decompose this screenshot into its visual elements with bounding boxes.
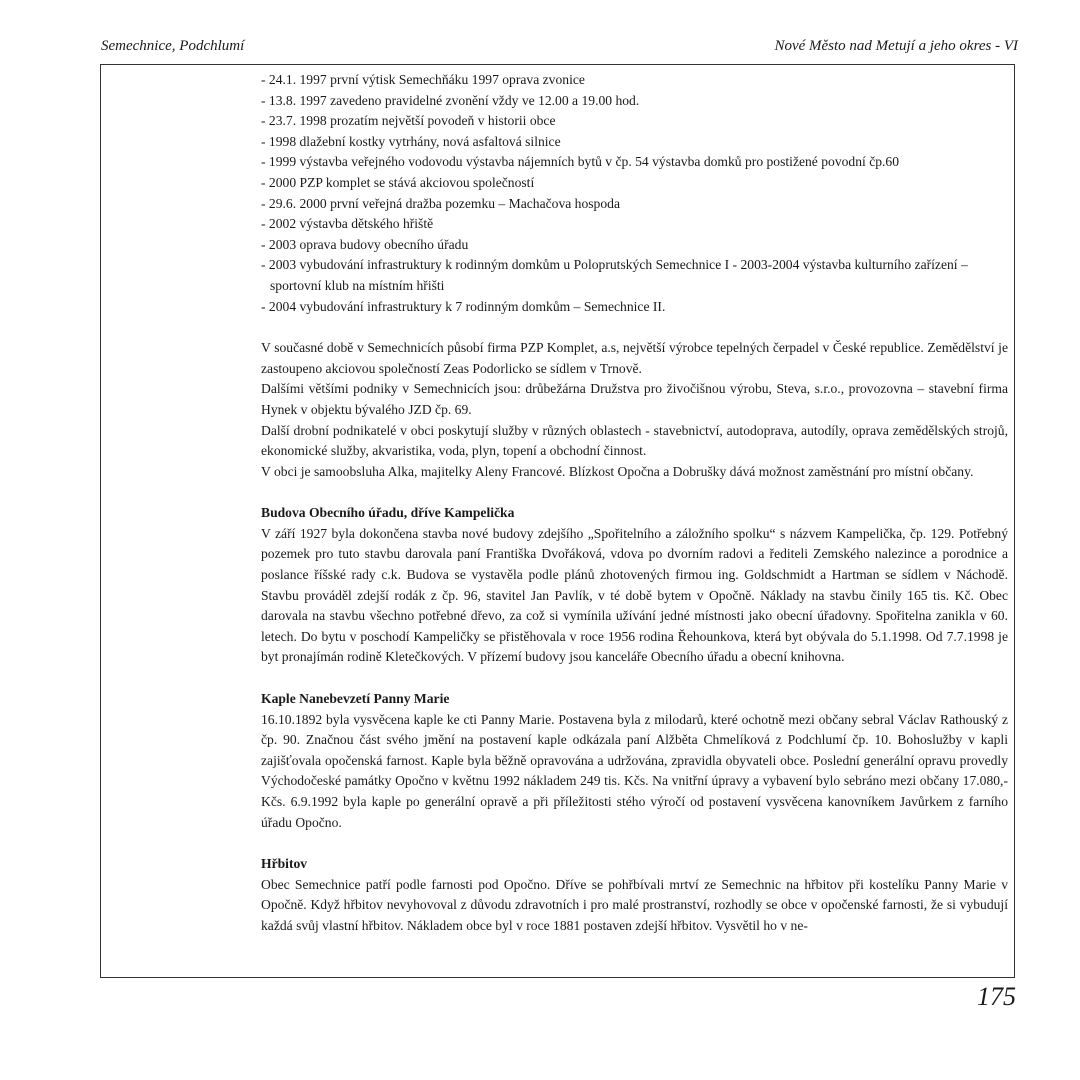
- list-item: - 2004 vybudování infrastruktury k 7 rodinným domkům – Semechnice II.: [261, 298, 666, 314]
- intro-paragraph: Další drobní podnikatelé v obci poskytují služby v různých oblastech - stavebnictví, autodoprava, autodíly, oprava zemědělských strojů, ekonomické služby, akvaristika, voda, plyn, topení a obchodní činnost.: [261, 422, 1008, 459]
- spacer: [261, 668, 1008, 689]
- running-header-left: Semechnice, Podchlumí: [101, 38, 245, 54]
- intro-paragraph: Dalšími většími podniky v Semechnicích jsou: drůbežárna Družstva pro živočišnou výrobu, Steva, s.r.o., provozovna – stavební firma Hynek v objektu bývalého JZD čp. 69.: [261, 381, 1008, 417]
- running-header-right: Nové Město nad Metují a jeho okres - VI: [774, 38, 1018, 54]
- intro-paragraph: V obci je samoobsluha Alka, majitelky Aleny Francové. Blízkost Opočna a Dobrušky dává možnost zaměstnání pro místní občany.: [261, 463, 974, 479]
- section-title: Budova Obecního úřadu, dříve Kampelička: [261, 505, 515, 521]
- list-item: - 24.1. 1997 první výtisk Semechňáku 1997 oprava zvonice: [261, 72, 585, 87]
- spacer: [261, 317, 1008, 338]
- spacer: [261, 482, 1008, 503]
- list-item: - 23.7. 1998 prozatím největší povodeň v historii obce: [261, 113, 556, 129]
- section-title: Kaple Nanebevzetí Panny Marie: [261, 691, 450, 707]
- page-number: 175: [977, 982, 1016, 1011]
- section-title: Hřbitov: [261, 856, 308, 872]
- page-content: [261, 70, 1008, 937]
- list-item: - 1999 výstavba veřejného vodovodu výstavba nájemních bytů v čp. 54 výstavba domků pro postižené povodní čp.60: [261, 154, 900, 170]
- list-item: - 2000 PZP komplet se stává akciovou společností: [261, 174, 535, 190]
- list-item: - 2003 vybudování infrastruktury k rodinným domkům u Poloprutských Semechnice I - 2003-2004 výstavba kulturního zařízení – sportovní klub na místním hřišti: [261, 257, 968, 293]
- section-text: Obec Semechnice patří podle farnosti pod Opočno. Dříve se pohřbívali mrtví ze Semechnic na hřbitov při kostelíku Panny Marie v Opočně. Když hřbitov nevyhovoval z důvodu zdravotních i pro malé prostranství, rozhodly se obce v opočenské farnosti, že si vybudují každá svůj vlastní hřbitov. Nákladem obce byl v roce 1881 postaven zdejší hřbitov. Vysvětil ho v ne-: [261, 876, 1008, 933]
- section-text: V září 1927 byla dokončena stavba nové budovy zdejšího „Spořitelního a záložního spolku“ s názvem Kampelička, čp. 129. Potřebný pozemek pro tuto stavbu darovala paní Františka Dvořáková, vdova po dvorním radovi a řediteli Zemského nalezince a porodnice a poslance říšské rady c.k. Budova se vystavěla podle plánů zhotovených firmou ing. Goldschmidt a Hartman se sídlem v Náchodě. Stavbu prováděl zdejší rodák z čp. 96, stavitel Jan Pavlík, v té době bytem v Opočně. Náklady na stavbu činily 165 tis. Kč. Obec darovala na stavbu všechno potřebné dřevo, za což si vymínila užívání jedné místnosti jako obecní úřadovny. Spořitelna zanikla v 60. letech. Do bytu v poschodí Kampeličky se přistěhovala v roce 1956 rodina Řehounkova, která byt obývala do 5.1.1998. Od 7.7.1998 je byt pronajímán rodině Kletečkových. V přízemí budovy jsou kanceláře Obecního úřadu a obecní knihovna.: [261, 525, 1008, 665]
- section-text: 16.10.1892 byla vysvěcena kaple ke cti Panny Marie. Postavena byla z milodarů, které ochotně mezi občany sebral Václav Rathouský z čp. 90. Značnou část svého jmění na postavení kaple odkázala paní Alžběta Chmelíková z Podchlumí čp. 10. Bohoslužby v kapli zajišťovala opočenská farnost. Kaple byla běžně opravována a udržována, zpravidla obyvateli obce. Poslední generální opravu provedly Východočeské památky Opočno v květnu 1992 nákladem 249 tis. Kčs. Na vnitřní úpravy a vybavení bylo sebráno mezi občany 17.080,- Kčs. 6.9.1992 byla kaple po generální opravě a při příležitosti stého výročí od postavení vysvěcena kanovníkem Javůrkem z farního úřadu Opočno.: [261, 711, 1008, 830]
- list-item: - 2003 oprava budovy obecního úřadu: [261, 236, 469, 252]
- spacer: [261, 833, 1008, 854]
- list-item: - 2002 výstavba dětského hřiště: [261, 216, 434, 232]
- list-item: - 1998 dlažební kostky vytrhány, nová asfaltová silnice: [261, 133, 561, 149]
- intro-paragraph: V současné době v Semechnicích působí firma PZP Komplet, a.s, největší výrobce tepelných čerpadel v České republice. Zemědělství je zastoupeno akciovou společností Zeas Podorlicko se sídlem v Trnově.: [261, 340, 1008, 376]
- list-item: - 13.8. 1997 zavedeno pravidelné zvonění vždy ve 12.00 a 19.00 hod.: [261, 92, 640, 108]
- events-list: [261, 70, 1008, 317]
- list-item: - 29.6. 2000 první veřejná dražba pozemku – Machačova hospoda: [261, 195, 620, 211]
